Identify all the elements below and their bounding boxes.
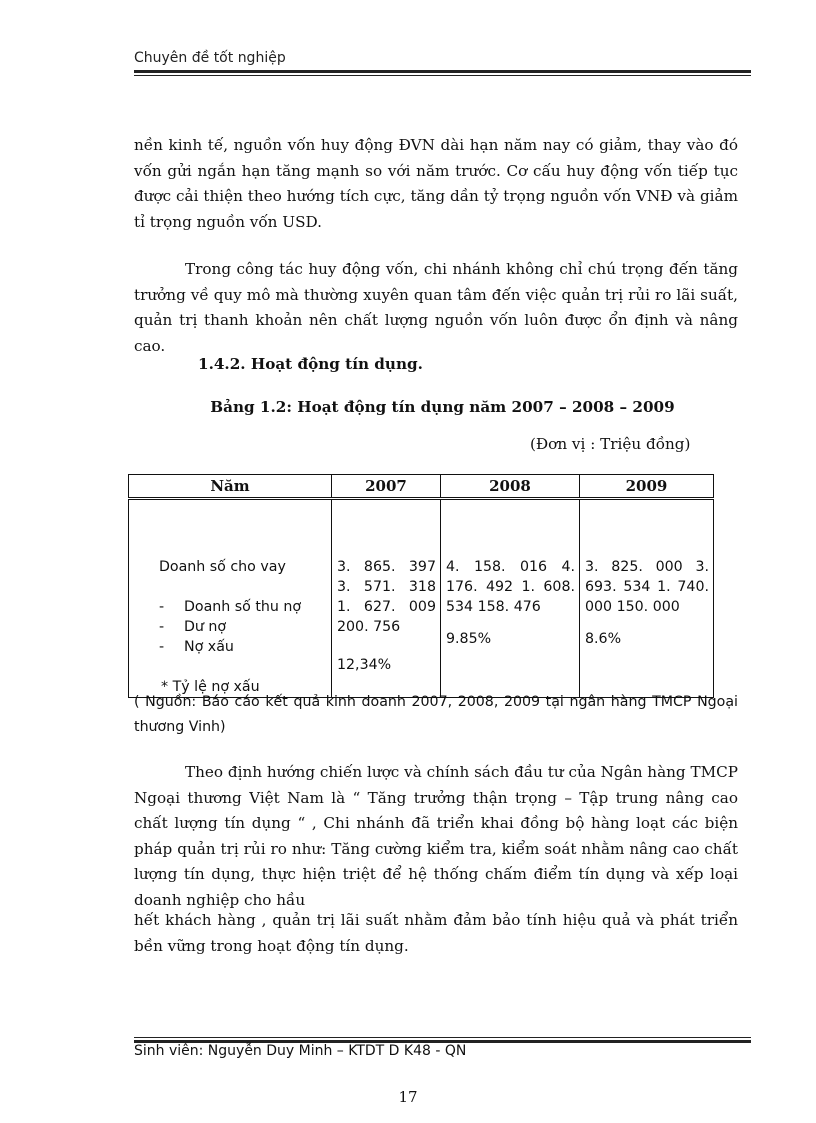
values-2007: 3. 865. 397 3. 571. 318 1. 627. 009 200. 756 <box>337 559 436 635</box>
running-header-title: Chuyên đề tốt nghiệp <box>134 50 286 66</box>
label-outstanding: Dư nợ <box>184 619 227 635</box>
bullet: - <box>159 599 165 615</box>
ratio-2007: 12,34% <box>337 657 392 673</box>
label-bad-debt-ratio: * Tỷ lệ nợ xấu <box>161 679 260 695</box>
footer-student-info: Sinh viên: Nguyễn Duy Minh – KTDT D K48 - QN <box>134 1043 467 1059</box>
header-2007: 2007 <box>332 475 441 499</box>
header-2009: 2009 <box>580 475 714 499</box>
credit-activity-table <box>128 474 714 698</box>
section-heading: 1.4.2. Hoạt động tín dụng. <box>198 355 423 373</box>
label-cell <box>129 499 332 698</box>
label-bad-debt: Nợ xấu <box>184 639 234 655</box>
cell-2008 <box>441 499 580 698</box>
label-collections: Doanh số thu nợ <box>184 599 302 615</box>
ratio-2009: 8.6% <box>585 631 622 647</box>
cell-2009 <box>580 499 714 698</box>
ratio-2008: 9.85% <box>446 631 492 647</box>
header-rule-thick <box>134 70 751 73</box>
values-2009: 3. 825. 000 3. 693. 534 1. 740. 000 150. 000 <box>585 559 709 615</box>
bullet: - <box>159 619 165 635</box>
table-caption: Bảng 1.2: Hoạt động tín dụng năm 2007 – 2008 – 2009 <box>210 398 675 416</box>
table-source-note: ( Nguồn: Báo cáo kết quả kinh doanh 2007, 2008, 2009 tại ngân hàng TMCP Ngoại thương Vinh) <box>134 694 738 735</box>
paragraph-capital-mobilization: Trong công tác huy động vốn, chi nhánh không chỉ chú trọng đến tăng trưởng về quy mô mà thường xuyên quan tâm đến việc quản trị rủi ro lãi suất, quản trị thanh khoản nên chất lượng nguồn vốn luôn được ổn định và nâng cao. <box>134 260 738 355</box>
footer-rule-thin <box>134 1037 751 1038</box>
header-rule-thin <box>134 75 751 76</box>
table-unit-note: (Đơn vị : Triệu đồng) <box>530 435 691 453</box>
label-loans: Doanh số cho vay <box>159 559 286 575</box>
cell-2007 <box>332 499 441 698</box>
bullet: - <box>159 639 165 655</box>
paragraph-risk-management-cont: hết khách hàng , quản trị lãi suất nhằm đảm bảo tính hiệu quả và phát triển bền vững trong hoạt động tín dụng. <box>134 911 738 955</box>
header-2008: 2008 <box>441 475 580 499</box>
paragraph-capital-structure: nền kinh tế, nguồn vốn huy động ĐVN dài hạn năm nay có giảm, thay vào đó vốn gửi ngắn hạn tăng mạnh so với năm trước. Cơ cấu huy động vốn tiếp tục được cải thiện theo hướng tích cực, tăng dần tỷ trọng nguồn vốn VNĐ và giảm tỉ trọng nguồn vốn USD. <box>134 136 738 231</box>
page-number: 17 <box>398 1088 418 1106</box>
table-header-row <box>129 475 714 499</box>
table-row <box>129 499 714 698</box>
header-year-label: Năm <box>129 475 332 499</box>
paragraph-risk-management: Theo định hướng chiến lược và chính sách đầu tư của Ngân hàng TMCP Ngoại thương Việt Nam là “ Tăng trưởng thận trọng – Tập trung nâng cao chất lượng tín dụng “ , Chi nhánh đã triển khai đồng bộ hàng loạt các biện pháp quản trị rủi ro như: Tăng cường kiểm tra, kiểm soát nhằm nâng cao chất lượng tín dụng, thực hiện triệt để hệ thống chấm điểm tín dụng và xếp loại doanh nghiệp cho hầu <box>134 763 738 909</box>
values-2008: 4. 158. 016 4. 176. 492 1. 608. 534 158. 476 <box>446 559 575 615</box>
